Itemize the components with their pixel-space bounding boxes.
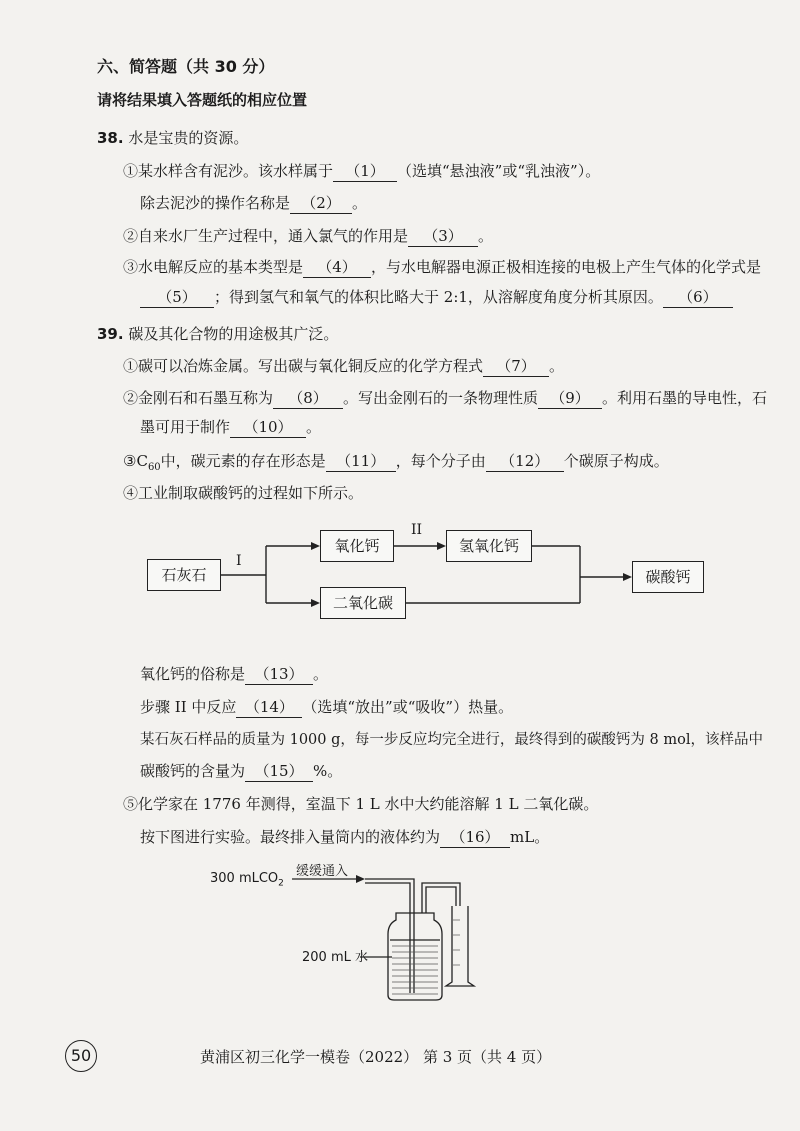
text: mL。 — [510, 828, 550, 846]
text: 碳酸钙的含量为 — [140, 762, 246, 780]
text: 。写出金刚石的一条物理性质 — [343, 389, 539, 407]
text: ①某水样含有泥沙。该水样属于 — [123, 162, 334, 180]
answer-blank-12: （12） — [486, 451, 564, 472]
answer-blank-15: （15） — [245, 761, 313, 782]
answer-blank-6: （6） — [663, 287, 733, 308]
text: （选填“悬浊液”或“乳浊液”）。 — [397, 162, 601, 180]
answer-blank-1: （1） — [333, 161, 397, 182]
flow-box-calcium-carbonate: 碳酸钙 — [632, 561, 704, 593]
text: %。 — [313, 762, 343, 780]
question-number: 39. — [97, 325, 124, 343]
text: ①碳可以冶炼金属。写出碳与氧化铜反应的化学方程式 — [123, 357, 484, 375]
answer-blank-16: （16） — [440, 827, 510, 848]
answer-blank-5: （5） — [140, 287, 214, 308]
text: 除去泥沙的操作名称是 — [140, 194, 291, 212]
question-39-part-7: 某石灰石样品的质量为 1000 g，每一步反应均完全进行，最终得到的碳酸钙为 8 mol，该样品中 — [140, 732, 763, 748]
flow-box-limestone: 石灰石 — [147, 559, 221, 591]
step-label-2: II — [411, 522, 423, 538]
answer-blank-2: （2） — [290, 193, 352, 214]
text: 。利用石墨的导电性，石 — [602, 389, 768, 407]
answer-blank-10: （10） — [230, 417, 306, 438]
text: 300 mLCO — [210, 871, 279, 886]
answer-blank-7: （7） — [483, 356, 549, 377]
section-title: 六、简答题（共 30 分） — [97, 57, 275, 76]
page-badge: 50 — [65, 1040, 97, 1072]
flow-box-calcium-oxide: 氧化钙 — [320, 530, 394, 562]
text: 。 — [478, 227, 494, 245]
text: ；得到氢气和氧气的体积比略大于 2:1，从溶解度角度分析其原因。 — [214, 288, 663, 306]
text: 步骤 II 中反应 — [140, 698, 237, 716]
question-39-part-4: ④工业制取碳酸钙的过程如下所示。 — [123, 484, 364, 502]
graduated-cylinder — [446, 906, 474, 986]
text: 。 — [352, 194, 368, 212]
text: ②自来水厂生产过程中，通入氯气的作用是 — [123, 227, 409, 245]
step-label-1: I — [236, 553, 242, 569]
text: ，每个分子由 — [395, 452, 486, 470]
text: 个碳原子构成。 — [563, 452, 669, 470]
answer-blank-9: （9） — [538, 388, 602, 409]
section-instruction: 请将结果填入答题纸的相应位置 — [97, 91, 308, 109]
text: 。 — [549, 357, 565, 375]
subscript: 60 — [147, 462, 161, 473]
answer-blank-14: （14） — [236, 697, 302, 718]
question-number: 38. — [97, 129, 124, 147]
page-footer: 黄浦区初三化学一模卷（2022） 第 3 页（共 4 页） — [200, 1048, 552, 1066]
text: 墨可用于制作 — [140, 418, 231, 436]
flow-box-carbon-dioxide: 二氧化碳 — [320, 587, 406, 619]
text: （选填“放出”或“吸收”）热量。 — [302, 698, 514, 716]
arrowhead-icon — [356, 875, 365, 883]
text: 。 — [306, 418, 322, 436]
text: ，与水电解器电源正极相连接的电极上产生气体的化学式是 — [371, 258, 762, 276]
flow-box-calcium-hydroxide: 氢氧化钙 — [446, 530, 532, 562]
text: 中，碳元素的存在形态是 — [160, 452, 326, 470]
text: ③水电解反应的基本类型是 — [123, 258, 304, 276]
cylinder-scale — [453, 920, 460, 965]
flow-label: 缓缓通入 — [296, 864, 349, 879]
text: ②金刚石和石墨互称为 — [123, 389, 274, 407]
question-text: 碳及其化合物的用途极其广泛。 — [128, 325, 339, 343]
gas-washing-bottle — [388, 913, 442, 1000]
text: ③C — [123, 452, 148, 470]
answer-blank-13: （13） — [245, 664, 313, 685]
water-label: 200 mL 水 — [302, 950, 368, 965]
answer-blank-8: （8） — [273, 388, 343, 409]
text: 。 — [313, 665, 329, 683]
question-text: 水是宝贵的资源。 — [128, 129, 249, 147]
question-39-part-9: ⑤化学家在 1776 年测得，室温下 1 L 水中大约能溶解 1 L 二氧化碳。 — [123, 795, 599, 813]
answer-blank-3: （3） — [408, 226, 478, 247]
subscript: 2 — [278, 878, 284, 889]
answer-blank-11: （11） — [326, 451, 396, 472]
answer-blank-4: （4） — [303, 257, 371, 278]
text: 按下图进行实验。最终排入量筒内的液体约为 — [140, 828, 441, 846]
text: 氧化钙的俗称是 — [140, 665, 246, 683]
water-hatching — [392, 946, 438, 994]
